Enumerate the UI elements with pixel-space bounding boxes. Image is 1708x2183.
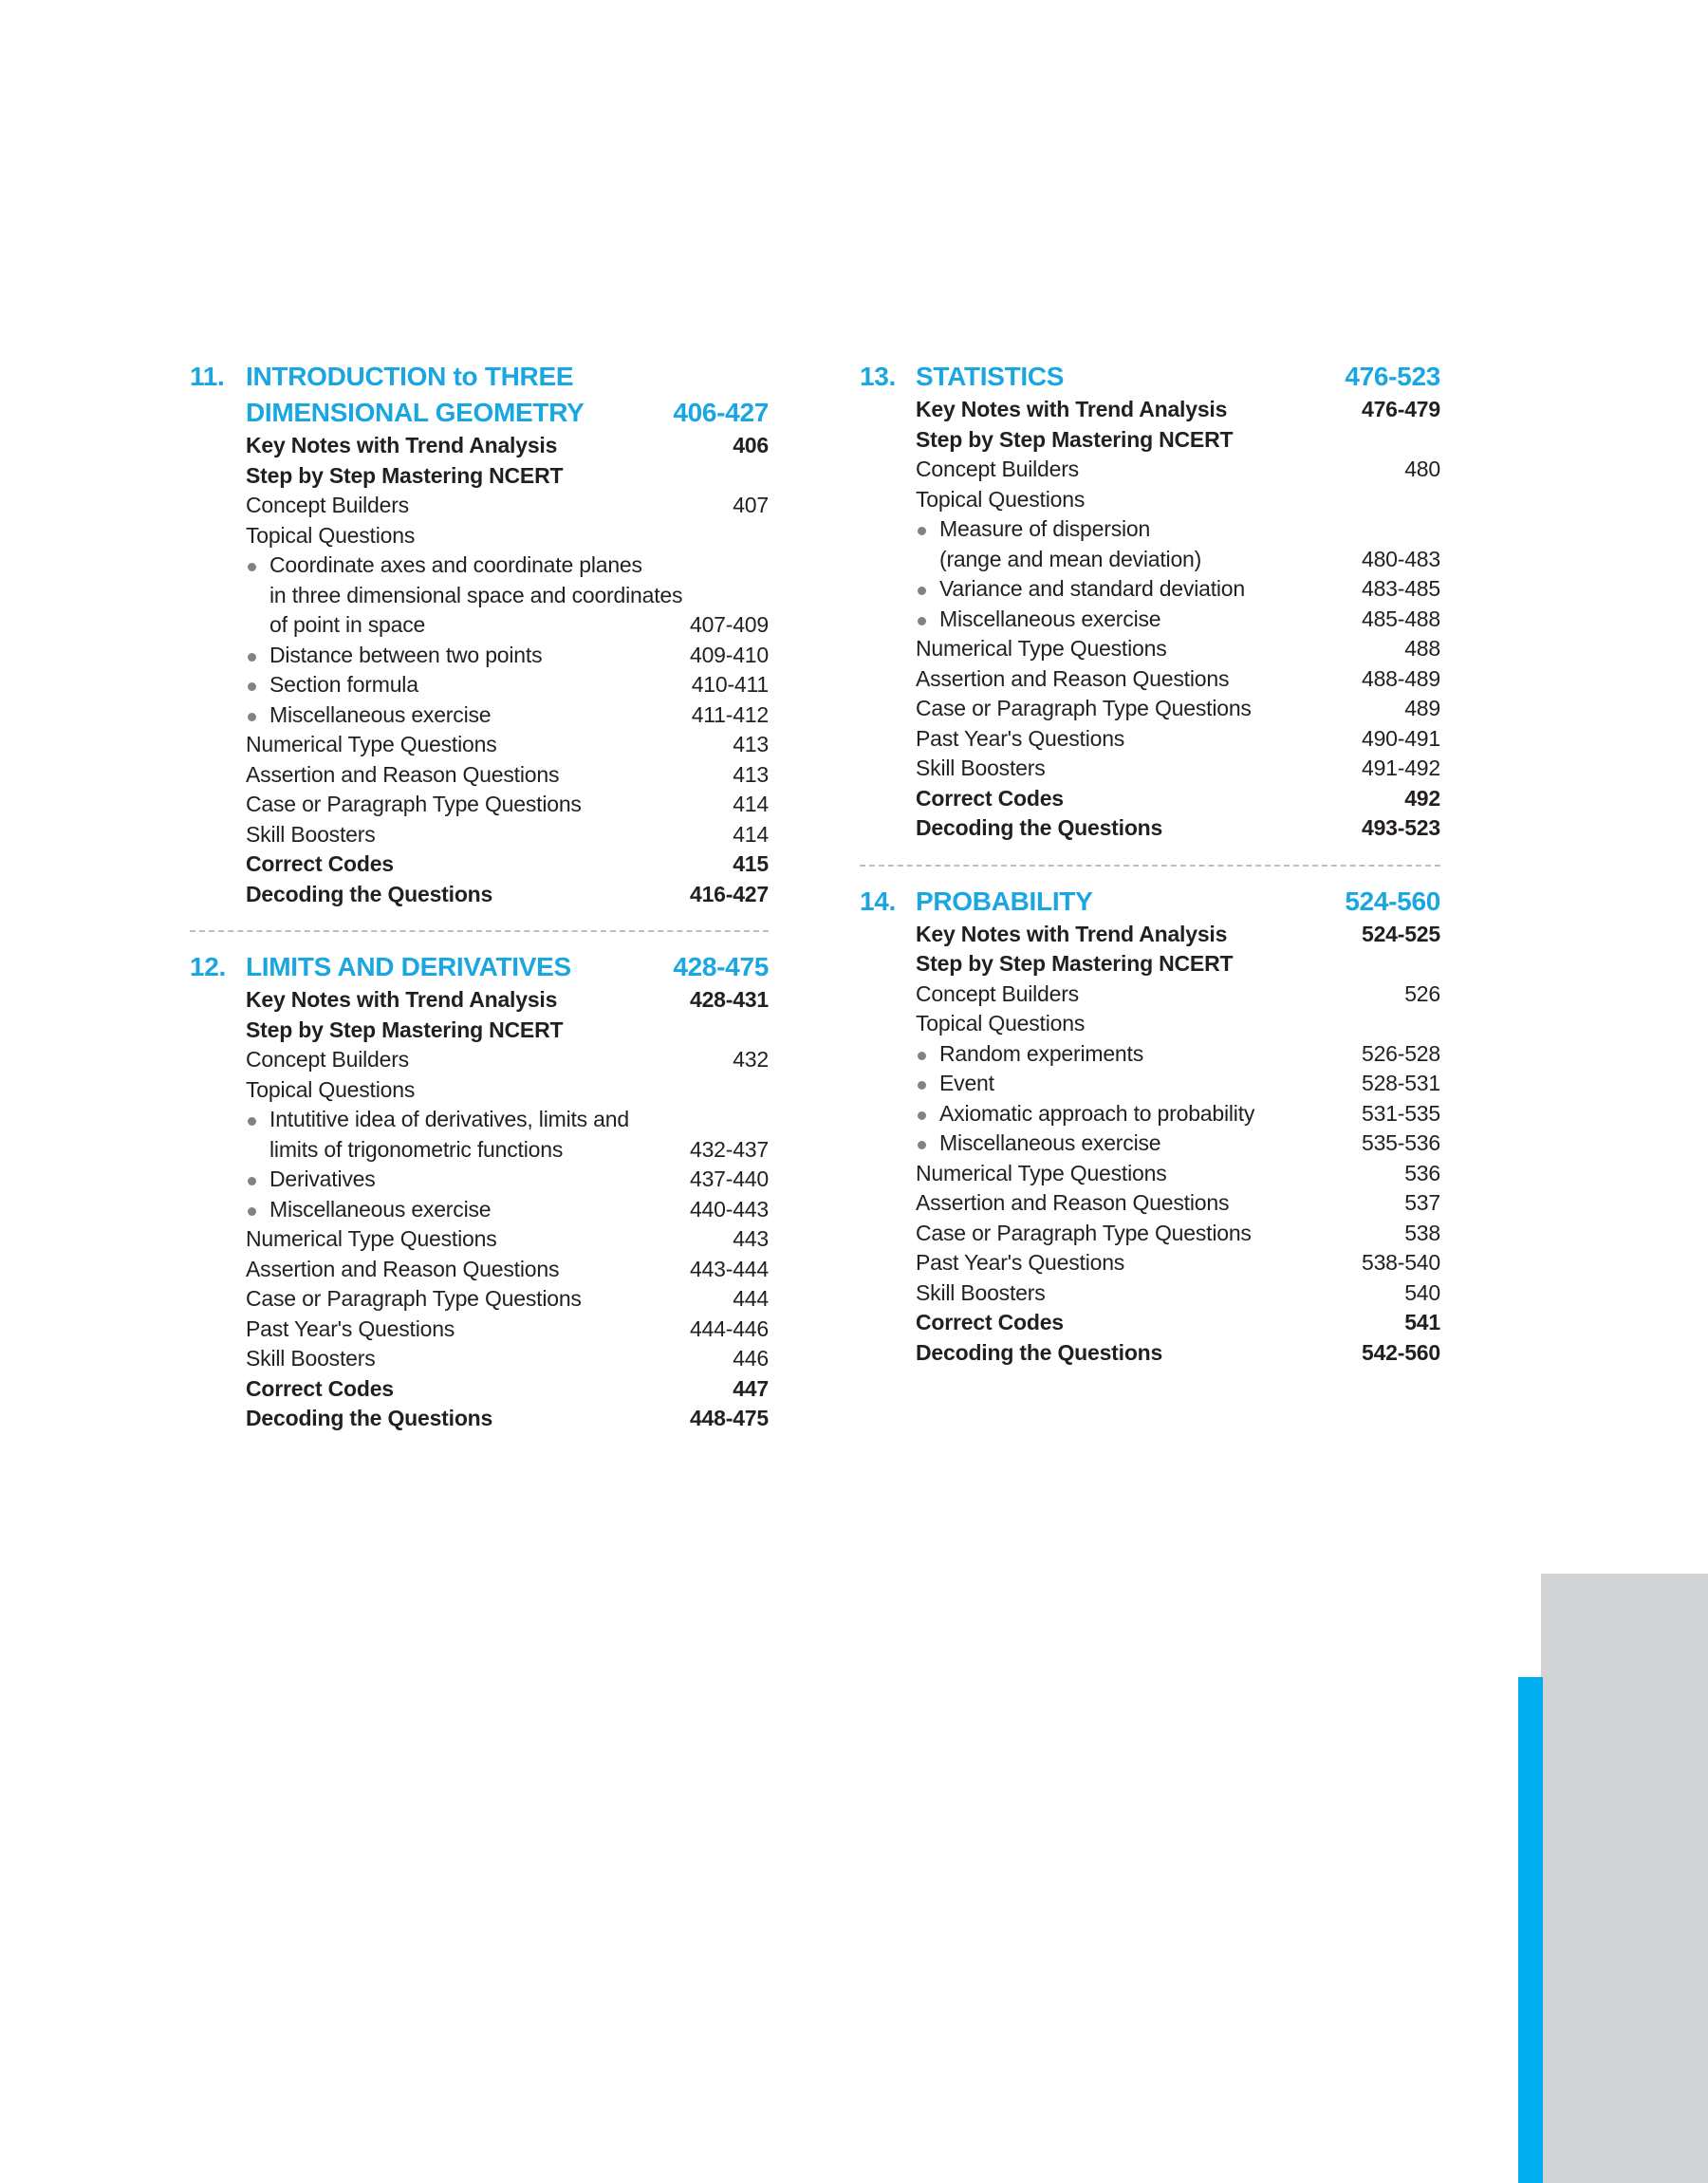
entry-label: Step by Step Mastering NCERT (916, 426, 1234, 452)
entry-label: Key Notes with Trend Analysis (916, 921, 1228, 946)
entry-label: Numerical Type Questions (916, 636, 1167, 661)
entry-label: Assertion and Reason Questions (246, 761, 560, 787)
toc-entry[interactable] (246, 431, 769, 461)
chapter-title-line: INTRODUCTION to THREE (246, 362, 574, 391)
chapter-entries (860, 395, 1440, 844)
toc-entry[interactable] (246, 880, 769, 910)
entry-pages: 537 (1404, 1190, 1440, 1215)
entry-pages: 413 (733, 732, 769, 756)
entry-label: Key Notes with Trend Analysis (246, 987, 558, 1012)
toc-entry[interactable] (246, 1165, 769, 1195)
toc-entry[interactable] (246, 1344, 769, 1374)
entry-label: Numerical Type Questions (246, 732, 497, 756)
chapter-page-range: 476-523 (1345, 362, 1440, 391)
toc-left-column (190, 359, 769, 1434)
chapter-page-range: 406-427 (673, 398, 769, 427)
entry-pages: 414 (733, 792, 769, 816)
entry-pages: 541 (1404, 1310, 1440, 1334)
toc-entry[interactable] (246, 1374, 769, 1405)
entry-label: Case or Paragraph Type Questions (916, 1220, 1252, 1245)
bullet-icon (248, 1207, 256, 1216)
entry-label: Key Notes with Trend Analysis (916, 397, 1228, 421)
toc-entry[interactable] (246, 760, 769, 791)
entry-pages: 491-492 (1361, 756, 1440, 780)
toc-entry[interactable] (246, 491, 769, 521)
entry-label: Concept Builders (246, 493, 409, 517)
entry-label-line: Coordinate axes and coordinate planes (269, 552, 642, 577)
entry-label (916, 1099, 1355, 1129)
bullet-icon (918, 1052, 926, 1060)
entry-pages: 480 (1404, 457, 1440, 481)
entry-pages: 528-531 (1361, 1071, 1440, 1095)
entry-label: Decoding the Questions (246, 881, 493, 906)
toc-entry[interactable] (916, 1188, 1440, 1219)
toc-entry[interactable] (246, 1315, 769, 1345)
entry-label: Topical Questions (916, 486, 1086, 512)
entry-label: Past Year's Questions (916, 1250, 1125, 1275)
entry-label-text: Miscellaneous exercise (939, 1130, 1161, 1155)
chapter-number: 13. (860, 362, 897, 391)
chapter-11 (190, 359, 769, 909)
entry-label: Step by Step Mastering NCERT (246, 462, 564, 488)
toc-entry[interactable] (916, 813, 1440, 844)
entry-pages: 443-444 (689, 1256, 769, 1281)
entry-label: Assertion and Reason Questions (916, 665, 1230, 691)
toc-entry[interactable] (246, 641, 769, 671)
entry-pages: 406 (733, 433, 769, 457)
toc-entry[interactable] (916, 1099, 1440, 1129)
chapter-heading (860, 884, 1440, 920)
entry-label (916, 1129, 1355, 1159)
entry-label-text: Variance and standard deviation (939, 576, 1245, 601)
entry-pages: 536 (1404, 1160, 1440, 1185)
bullet-icon (248, 563, 256, 571)
toc-entry[interactable] (916, 1278, 1440, 1309)
toc-entry[interactable] (246, 1255, 769, 1285)
chapter-title[interactable] (916, 884, 1345, 920)
entry-label-text: Miscellaneous exercise (269, 1196, 492, 1222)
entry-label: Assertion and Reason Questions (246, 1256, 560, 1281)
bullet-icon (918, 1111, 926, 1120)
entry-label: Decoding the Questions (916, 1339, 1163, 1365)
entry-label (246, 550, 683, 641)
bullet-icon (918, 527, 926, 535)
toc-entry[interactable] (246, 1045, 769, 1075)
entry-label: Case or Paragraph Type Questions (246, 1286, 582, 1311)
toc-entry[interactable] (916, 574, 1440, 605)
entry-label: Correct Codes (916, 785, 1064, 811)
entry-label: Past Year's Questions (916, 725, 1125, 751)
chapter-title[interactable] (246, 359, 673, 431)
entry-pages: 411-412 (691, 701, 769, 727)
chapter-title-line: STATISTICS (916, 362, 1065, 391)
toc-entry[interactable] (916, 1009, 1440, 1039)
entry-label: Numerical Type Questions (916, 1160, 1167, 1185)
chapter-page-range: 524-560 (1345, 886, 1440, 916)
entry-pages: 447 (733, 1375, 769, 1401)
toc-entry[interactable] (916, 664, 1440, 695)
toc-entry[interactable] (916, 1069, 1440, 1099)
entry-label-line: (range and mean deviation) (939, 546, 1202, 571)
toc-entry[interactable] (246, 521, 769, 551)
toc-entry[interactable] (246, 550, 769, 641)
toc-entry[interactable] (916, 1039, 1440, 1070)
entry-label (916, 605, 1355, 635)
entry-pages: 428-431 (689, 987, 769, 1012)
entry-pages: 432-437 (689, 1136, 769, 1162)
entry-label (246, 670, 683, 700)
entry-label (916, 1069, 1355, 1099)
entry-label-line: limits of trigonometric functions (269, 1136, 564, 1162)
entry-label: Past Year's Questions (246, 1315, 455, 1341)
chapter-title[interactable] (916, 359, 1345, 395)
entry-label: Skill Boosters (916, 756, 1046, 780)
entry-pages: 415 (733, 851, 769, 876)
toc-entry[interactable] (916, 784, 1440, 814)
entry-pages: 416-427 (689, 881, 769, 906)
entry-pages: 493-523 (1361, 815, 1440, 840)
entry-pages: 432 (733, 1047, 769, 1072)
section-divider (190, 930, 769, 932)
entry-pages: 480-483 (1361, 546, 1440, 571)
entry-label: Step by Step Mastering NCERT (246, 1017, 564, 1042)
bullet-icon (918, 1141, 926, 1149)
toc-entry[interactable] (916, 1248, 1440, 1278)
entry-pages: 485-488 (1361, 606, 1440, 631)
entry-pages: 407 (733, 493, 769, 517)
entry-label-text: Derivatives (269, 1166, 376, 1191)
entry-label (246, 700, 683, 731)
entry-pages: 490-491 (1361, 725, 1440, 751)
entry-label (246, 641, 683, 671)
toc-entry[interactable] (246, 1195, 769, 1225)
chapter-13 (860, 359, 1440, 844)
toc-entry[interactable] (916, 724, 1440, 755)
side-tab-gray (1541, 1574, 1708, 2183)
toc-entry[interactable] (246, 1224, 769, 1255)
entry-label: Skill Boosters (246, 1346, 376, 1371)
entry-pages: 444 (733, 1286, 769, 1311)
entry-pages: 437-440 (689, 1166, 769, 1191)
toc-entry[interactable] (246, 670, 769, 700)
toc-entry[interactable] (916, 754, 1440, 784)
entry-label-text: Event (939, 1071, 994, 1095)
entry-pages: 410-411 (691, 672, 769, 697)
entry-pages: 440-443 (689, 1196, 769, 1222)
toc-entry[interactable] (246, 790, 769, 820)
chapter-14 (860, 884, 1440, 1369)
entry-label-line: Intutitive idea of derivatives, limits and (269, 1107, 629, 1131)
chapter-page-range: 428-475 (673, 952, 769, 981)
entry-label: Concept Builders (916, 980, 1079, 1006)
chapter-entries (190, 985, 769, 1434)
entry-label: Correct Codes (246, 851, 394, 876)
toc-entry[interactable] (246, 1284, 769, 1315)
entry-pages: 476-479 (1361, 397, 1440, 421)
entry-label: Skill Boosters (246, 821, 376, 847)
entry-pages: 448-475 (689, 1406, 769, 1430)
entry-pages: 444-446 (689, 1315, 769, 1341)
entry-pages: 489 (1404, 696, 1440, 720)
toc-entry[interactable] (246, 1075, 769, 1106)
chapter-number: 12. (190, 952, 227, 981)
entry-pages: 409-410 (689, 642, 769, 667)
entry-pages: 446 (733, 1346, 769, 1371)
entry-pages: 538 (1404, 1220, 1440, 1245)
entry-pages: 526-528 (1361, 1040, 1440, 1066)
entry-pages: 443 (733, 1226, 769, 1251)
toc-entry[interactable] (916, 455, 1440, 485)
entry-label (246, 1195, 683, 1225)
entry-label: Assertion and Reason Questions (916, 1190, 1230, 1215)
bullet-icon (918, 587, 926, 595)
entry-label-text: Section formula (269, 672, 418, 697)
chapter-title-line: PROBABILITY (916, 886, 1093, 916)
bullet-icon (248, 1177, 256, 1185)
chapter-number: 11. (190, 362, 225, 391)
entry-label (916, 574, 1355, 605)
toc-entry[interactable] (246, 820, 769, 850)
entry-label: Correct Codes (246, 1375, 394, 1401)
toc-entry[interactable] (916, 1308, 1440, 1338)
entry-label: Skill Boosters (916, 1279, 1046, 1305)
toc-entry[interactable] (916, 1159, 1440, 1189)
toc-entry[interactable] (246, 849, 769, 880)
toc-entry[interactable] (916, 425, 1440, 456)
toc-entry[interactable] (246, 700, 769, 731)
entry-label-line: of point in space (269, 612, 426, 637)
entry-label: Topical Questions (246, 1076, 416, 1102)
entry-pages: 524-525 (1361, 921, 1440, 946)
entry-label-text: Miscellaneous exercise (269, 701, 492, 727)
bullet-icon (918, 1081, 926, 1090)
entry-label: Concept Builders (916, 457, 1079, 481)
toc-entry[interactable] (246, 1105, 769, 1165)
chapter-title-line: LIMITS AND DERIVATIVES (246, 952, 571, 981)
chapter-12 (190, 949, 769, 1434)
entry-label-text: Distance between two points (269, 642, 543, 667)
entry-pages: 540 (1404, 1279, 1440, 1305)
entry-pages: 542-560 (1361, 1339, 1440, 1365)
entry-pages: 531-535 (1361, 1100, 1440, 1126)
entry-label (246, 1165, 683, 1195)
section-divider (860, 865, 1440, 867)
entry-label: Step by Step Mastering NCERT (916, 951, 1234, 976)
entry-label-text: Random experiments (939, 1040, 1144, 1066)
entry-label (246, 1105, 683, 1165)
entry-label: Case or Paragraph Type Questions (246, 792, 582, 816)
toc-entry[interactable] (916, 485, 1440, 515)
entry-label-line: Measure of dispersion (939, 516, 1151, 541)
toc-entry[interactable] (916, 1219, 1440, 1249)
toc-entry[interactable] (916, 514, 1440, 574)
chapter-entries (860, 920, 1440, 1369)
toc-entry[interactable] (246, 985, 769, 1016)
chapter-title[interactable] (246, 949, 673, 985)
chapter-title-line: DIMENSIONAL GEOMETRY (246, 398, 585, 427)
entry-pages: 526 (1404, 980, 1440, 1006)
chapter-heading (860, 359, 1440, 395)
entry-pages: 488-489 (1361, 665, 1440, 691)
entry-label-text: Axiomatic approach to probability (939, 1100, 1255, 1126)
entry-label: Decoding the Questions (916, 815, 1163, 840)
bullet-icon (248, 653, 256, 662)
entry-label (916, 1039, 1355, 1070)
entry-label: Key Notes with Trend Analysis (246, 433, 558, 457)
toc-entry[interactable] (916, 920, 1440, 950)
toc-entry[interactable] (916, 634, 1440, 664)
bullet-icon (248, 682, 256, 691)
toc-entry[interactable] (916, 1129, 1440, 1159)
toc-entry[interactable] (916, 694, 1440, 724)
toc-entry[interactable] (916, 1338, 1440, 1369)
entry-label: Numerical Type Questions (246, 1226, 497, 1251)
entry-label: Case or Paragraph Type Questions (916, 696, 1252, 720)
chapter-number: 14. (860, 886, 897, 916)
entry-pages: 483-485 (1361, 576, 1440, 601)
entry-label: Correct Codes (916, 1310, 1064, 1334)
entry-pages: 492 (1404, 785, 1440, 811)
entry-pages: 488 (1404, 636, 1440, 661)
bullet-icon (248, 713, 256, 721)
toc-entry[interactable] (246, 1404, 769, 1434)
bullet-icon (918, 617, 926, 625)
chapter-heading (190, 949, 769, 985)
toc-entry[interactable] (916, 980, 1440, 1010)
bullet-icon (248, 1117, 256, 1126)
entry-pages: 538-540 (1361, 1250, 1440, 1275)
side-tab-blue (1518, 1677, 1543, 2183)
entry-label (916, 514, 1355, 574)
entry-label: Concept Builders (246, 1047, 409, 1072)
toc-entry[interactable] (246, 1016, 769, 1046)
entry-label: Topical Questions (916, 1011, 1086, 1036)
entry-pages: 407-409 (689, 612, 769, 637)
entry-label-text: Miscellaneous exercise (939, 606, 1161, 631)
entry-pages: 535-536 (1361, 1130, 1440, 1155)
toc-right-column (860, 359, 1440, 1368)
toc-entry[interactable] (916, 949, 1440, 980)
entry-pages: 414 (733, 821, 769, 847)
entry-label: Topical Questions (246, 522, 416, 548)
chapter-heading (190, 359, 769, 431)
toc-entry[interactable] (246, 461, 769, 492)
chapter-entries (190, 431, 769, 909)
entry-label-line: in three dimensional space and coordinates (269, 582, 683, 607)
toc-entry[interactable] (916, 395, 1440, 425)
entry-pages: 413 (733, 761, 769, 787)
toc-entry[interactable] (246, 730, 769, 760)
entry-label: Decoding the Questions (246, 1406, 493, 1430)
toc-entry[interactable] (916, 605, 1440, 635)
